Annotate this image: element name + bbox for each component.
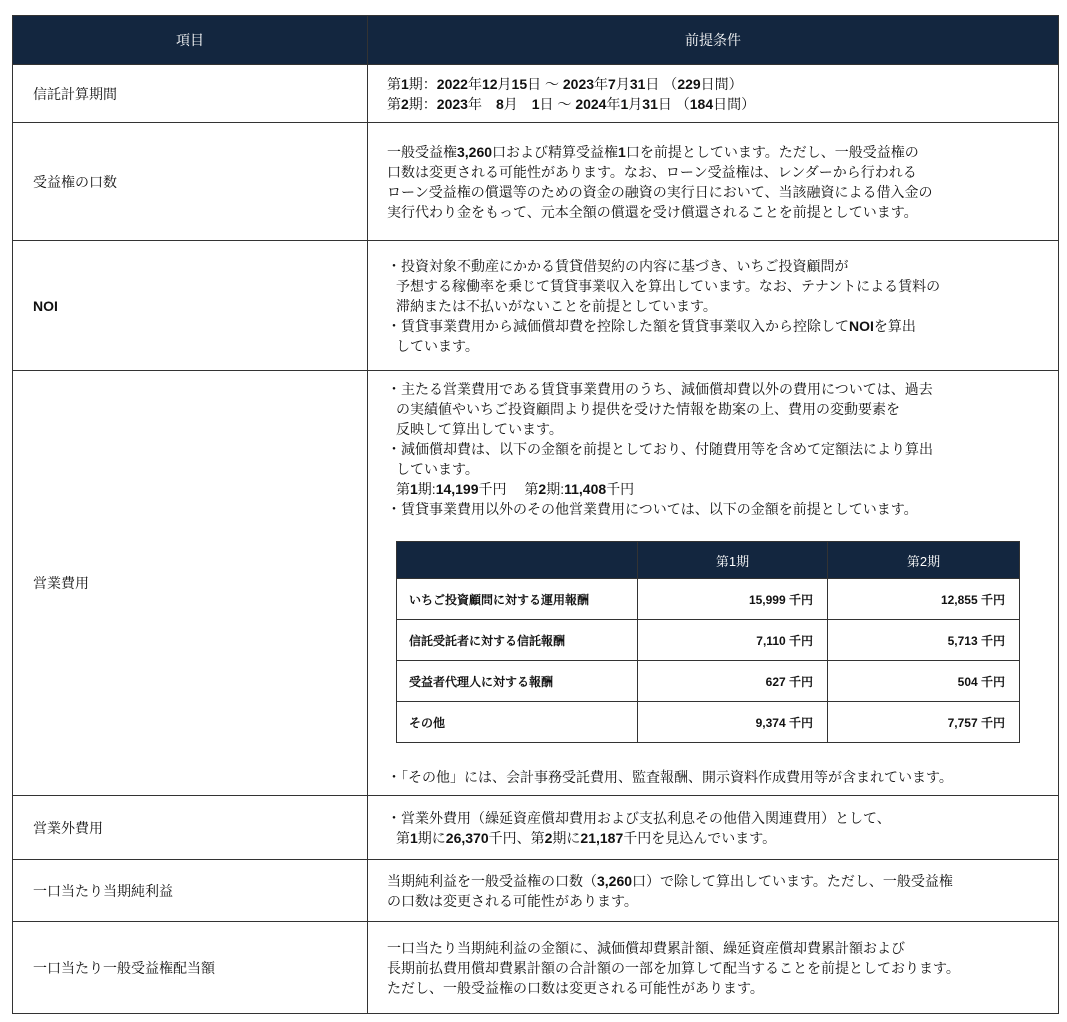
text-segment: 年: [467, 75, 482, 92]
row-label: 営業費用: [13, 371, 368, 796]
table-row: [13, 371, 1059, 796]
bold-text-segment: 11,408: [564, 481, 607, 497]
expense-amount: 15,999 千円: [638, 579, 828, 620]
text-segment: 期に: [552, 829, 581, 846]
expense-name: 信託受託者に対する信託報酬: [397, 620, 638, 661]
bold-text-segment: 8: [495, 95, 504, 112]
text-line: [387, 871, 1048, 891]
row-label: 一口当たり一般受益権配当額: [13, 922, 368, 1014]
text-segment: 口）で除して算出しています。ただし、一般受益権: [632, 872, 953, 889]
bold-text-segment: 3,260: [457, 143, 493, 160]
bold-text-segment: 31: [642, 95, 658, 112]
row-content: [368, 65, 1059, 123]
text-segment: ローン受益権の償還等のための資金の融資の実行日において、当該融資による借入金の: [387, 183, 933, 200]
text-line: [387, 162, 1048, 182]
bold-text-segment: 1: [410, 829, 418, 846]
bold-text-segment: 1: [410, 481, 418, 497]
table-header-row: [13, 16, 1059, 65]
text-segment: 反映して算出しています。: [396, 421, 563, 437]
expense-amount: 504 千円: [828, 661, 1020, 702]
other-expenses-table: [396, 541, 1020, 743]
text-segment: 千円を見込んでいます。: [623, 829, 777, 846]
expense-name: その他: [397, 702, 638, 743]
text-line: [387, 94, 1048, 114]
text-segment: ・投資対象不動産にかかる賃貸借契約の内容に基づき、いちご投資顧問が: [387, 257, 849, 274]
text-line: [387, 828, 1048, 848]
text-segment: ・賃貸事業費用から減価償却費を控除した額を賃貸事業収入から控除して: [387, 317, 849, 334]
text-segment: 期に: [417, 829, 446, 846]
bold-text-segment: 2: [538, 481, 547, 497]
row-content: [368, 860, 1059, 922]
text-line: [387, 74, 1048, 94]
text-segment: 一般受益権: [387, 143, 457, 160]
bold-text-segment: 1: [620, 95, 629, 112]
bold-text-segment: 2022: [436, 75, 468, 92]
header-conditions: 前提条件: [368, 16, 1059, 65]
text-segment: の口数は変更される可能性があります。: [387, 892, 638, 909]
row-label: 営業外費用: [13, 796, 368, 860]
text-segment: 長期前払費用償却費累計額の合計額の一部を加算して配当することを前提としております。: [387, 959, 960, 976]
row-label: 受益権の口数: [13, 123, 368, 241]
bold-text-segment: 1: [531, 95, 540, 112]
text-segment: 期:: [417, 481, 436, 497]
text-segment: ただし、一般受益権の口数は変更される可能性があります。: [387, 979, 764, 996]
row-content: [368, 922, 1059, 1014]
table-row: [13, 241, 1059, 371]
inner-header-cell: 第2期: [828, 542, 1020, 579]
inner-table-row: [397, 620, 1020, 661]
expense-name: いちご投資顧問に対する運用報酬: [397, 579, 638, 620]
text-line: [387, 142, 1048, 162]
bold-text-segment: 15: [511, 75, 528, 92]
expense-amount: 7,757 千円: [828, 702, 1020, 743]
inner-table-row: [397, 579, 1020, 620]
text-segment: 当期純利益を一般受益権の口数（: [387, 872, 597, 889]
bold-text-segment: 2: [401, 95, 409, 112]
text-segment: ・減価償却費は、以下の金額を前提としており、付随費用等を含めて定額法により算出: [387, 441, 933, 457]
text-segment: 予想する稼働率を乗じて賃貸事業収入を算出しています。なお、テナントによる賃料の: [396, 277, 941, 294]
text-segment: 一口当たり当期純利益の金額に、減価償却費累計額、繰延資産償却費累計額および: [387, 939, 905, 956]
text-segment: 千円: [606, 481, 635, 497]
text-segment: 日間）: [700, 75, 743, 92]
text-segment: ・賃貸事業費用以外のその他営業費用については、以下の金額を前提としています。: [387, 501, 918, 517]
inner-header-row: [397, 542, 1020, 579]
row-content: [368, 241, 1059, 371]
bold-text-segment: 2: [544, 829, 553, 846]
text-segment: 期:: [546, 481, 565, 497]
expense-name: 受益者代理人に対する報酬: [397, 661, 638, 702]
row-label: NOI: [13, 241, 368, 371]
text-segment: 第: [387, 75, 401, 92]
text-line: [387, 767, 1048, 787]
text-segment: 千円、第: [488, 829, 545, 846]
text-segment: 月: [503, 95, 532, 112]
expense-amount: 5,713 千円: [828, 620, 1020, 661]
text-line: [387, 256, 1048, 276]
row-content: [368, 123, 1059, 241]
bold-text-segment: 21,187: [580, 829, 624, 846]
bold-text-segment: 7: [608, 75, 616, 92]
text-line: [387, 978, 1048, 998]
text-line: [387, 202, 1048, 222]
table-row: [13, 123, 1059, 241]
text-segment: 期：: [408, 95, 437, 112]
text-line: [387, 499, 1048, 519]
text-segment: 日 （: [657, 95, 690, 112]
text-line: [387, 459, 1048, 479]
text-line: [387, 316, 1048, 336]
text-segment: 口数は変更される可能性があります。なお、ローン受益権は、レンダーから行われる: [387, 163, 917, 180]
bold-text-segment: 184: [689, 95, 714, 112]
text-line: [387, 808, 1048, 828]
text-segment: を算出: [873, 317, 916, 334]
table-row: [13, 796, 1059, 860]
text-segment: 口および精算受益権: [492, 143, 619, 160]
bold-text-segment: 2023: [436, 95, 468, 112]
assumptions-table: [12, 15, 1059, 1014]
bold-text-segment: NOI: [849, 317, 874, 334]
text-segment: 日 ～: [527, 75, 563, 92]
text-segment: ・「その他」には、会計事務受託費用、監査報酬、開示資料作成費用等が含まれています。: [387, 769, 953, 785]
text-line: [387, 479, 1048, 499]
text-line: [387, 182, 1048, 202]
text-segment: 口を前提としています。ただし、一般受益権の: [625, 143, 919, 160]
table-row: [13, 922, 1059, 1014]
text-line: [387, 276, 1048, 296]
expense-amount: 627 千円: [638, 661, 828, 702]
row-content: [368, 371, 1059, 796]
text-segment: 年: [467, 95, 496, 112]
text-segment: ・主たる営業費用である賃貸事業費用のうち、減価償却費以外の費用については、過去: [387, 381, 933, 397]
text-segment: 千円 第: [478, 481, 539, 497]
text-line: [387, 938, 1048, 958]
text-segment: しています。: [396, 461, 479, 477]
text-segment: 日間）: [713, 95, 756, 112]
text-line: [387, 296, 1048, 316]
bold-text-segment: 2024: [575, 95, 607, 112]
bold-text-segment: 31: [629, 75, 646, 92]
text-line: [387, 419, 1048, 439]
bold-text-segment: 26,370: [445, 829, 489, 846]
text-segment: 実行代わり金をもって、元本全額の償還を受け償還されることを前提としています。: [387, 203, 918, 220]
inner-table-row: [397, 661, 1020, 702]
text-line: [387, 379, 1048, 399]
text-line: [387, 439, 1048, 459]
bold-text-segment: 14,199: [435, 481, 479, 497]
text-segment: 年: [594, 75, 609, 92]
bold-text-segment: 1: [618, 143, 626, 160]
text-segment: 第: [387, 95, 401, 112]
inner-header-cell: [397, 542, 638, 579]
text-line: [387, 891, 1048, 911]
bold-text-segment: 1: [401, 75, 409, 92]
bold-text-segment: 3,260: [597, 872, 633, 889]
text-segment: 月: [497, 75, 512, 92]
text-segment: 月: [615, 75, 630, 92]
text-segment: しています。: [396, 337, 479, 354]
text-line: [387, 399, 1048, 419]
table-row: [13, 860, 1059, 922]
header-item: 項目: [13, 16, 368, 65]
row-label: 信託計算期間: [13, 65, 368, 123]
expense-amount: 9,374 千円: [638, 702, 828, 743]
expense-amount: 12,855 千円: [828, 579, 1020, 620]
bold-text-segment: 12: [481, 75, 498, 92]
bold-text-segment: 229: [677, 75, 701, 92]
text-segment: の実績値やいちご投資顧問より提供を受けた情報を勘案の上、費用の変動要素を: [396, 401, 900, 417]
table-row: [13, 65, 1059, 123]
text-line: [387, 336, 1048, 356]
text-segment: 日 ～: [539, 95, 576, 112]
row-label: 一口当たり当期純利益: [13, 860, 368, 922]
text-segment: 第: [396, 481, 410, 497]
text-segment: 滞納または不払いがないことを前提としています。: [396, 297, 717, 314]
text-segment: ・営業外費用（繰延資産償却費用および支払利息その他借入関連費用）として、: [387, 809, 891, 826]
text-segment: 期：: [408, 75, 437, 92]
row-content: [368, 796, 1059, 860]
inner-header-cell: 第1期: [638, 542, 828, 579]
text-line: [387, 958, 1048, 978]
expense-amount: 7,110 千円: [638, 620, 828, 661]
text-segment: 年: [606, 95, 621, 112]
text-segment: 第: [396, 829, 410, 846]
text-segment: 日 （: [645, 75, 678, 92]
inner-table-row: [397, 702, 1020, 743]
bold-text-segment: 2023: [562, 75, 595, 92]
text-segment: 月: [628, 95, 643, 112]
